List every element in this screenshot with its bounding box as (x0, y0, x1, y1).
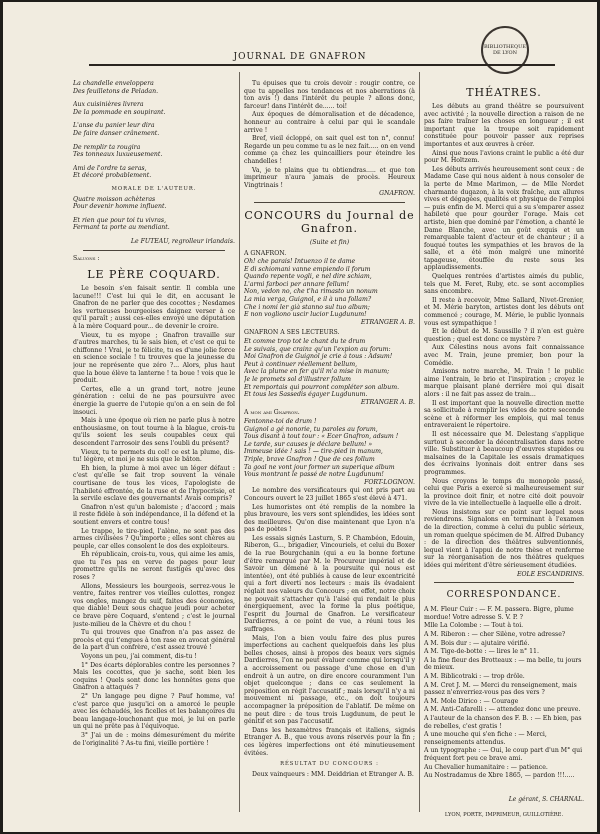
section-rule (254, 202, 405, 203)
correspondence-item: A M. Anti-Cafarelli : — attendez donc une preuve. (424, 706, 581, 714)
correspondence-item: A M. Tige-de-botte : — lires le n° 11. (424, 648, 539, 656)
poem1-signature: ETRANGER A. B. (360, 318, 415, 326)
paragraph: Va, je te plains que tu obtiendras..... et que ton imprimeur n'aura jamais de procès. Heureux Vingtrinais ! (244, 166, 415, 189)
correspondence-item: A un typographe : — Oui, le coup part d'un M° qui fréquent fort peu ce brave ami. (424, 747, 583, 762)
gerant-signature: Le gérant, S. CHARNAL. (508, 796, 584, 803)
verse-line: Et remportais qui pourront compléter son album. (244, 383, 400, 391)
verse-line: Le suivais, que crainz qu'un l'expion au forum: (244, 345, 391, 353)
verse-line: Avec la plume en fer qu'il m'a mise in manum; (244, 368, 390, 376)
correspondence-item: Au Chevalier humanitaire : — patience. (424, 763, 548, 771)
result-heading: RÉSULTAT DU CONCOURS : (280, 761, 379, 768)
verse-line: Pour devenir homme influent. (73, 203, 167, 211)
paragraph: Voyons un peu, j'ai comment, dis-tu ! (81, 653, 197, 660)
verse-line: Guignol a gé nonorie, tu paroles au forum, (244, 425, 378, 433)
newspaper-page (3, 2, 597, 832)
verse-line: De la pommade en soupirant. (73, 108, 166, 116)
paragraph: Il est nécessaire que M. Delestang s'applique surtout à seconder la décentralisation dans notre ville. Substituer à beaucoup d'œuvres stupides ou malsaines de la Capitale les essais dramatiques des écrivains lyonnais doit entrer dans ses programmes. (424, 430, 584, 476)
verse-line: La mia verga, Guignol, e il à una follam? (244, 296, 372, 304)
verse-line: Ta goal ne vont jour former un superique album (244, 463, 395, 471)
paragraph: Quelques rentrées d'artistes aimés du public, tels que M. Feret, Ruby, etc. se sont accomplies sans encombre. (424, 273, 584, 296)
contest-report (244, 487, 415, 757)
verse-line: Peut à continuer réellement bellum, (244, 360, 358, 368)
paragraph: Il est important que la nouvelle direction mette sa sollicitude à remplir les vides de notre seconde scène et à réformer les emplois, qui mal tenus entraveraient le répertoire. (424, 399, 584, 430)
section-rule (83, 250, 225, 251)
correspondence-item: Mlle La Colombe : — Tout à toi. (424, 622, 524, 630)
paragraph: Dans les hexamètres français et italiens, signés Etranger A. B., que vous avons réservés pour la fin ; ces légères imperfections ont été minutieusement évitées. (244, 726, 415, 757)
correspondence-item: A M. Mole Dirico : — Courage (424, 697, 519, 705)
poem3-heading: A mon ami Gnafron. (244, 409, 300, 417)
section-rule (434, 582, 574, 583)
paragraph: Tu qui trouves que Gnafron n'a pas assez de procès et qui t'engues à ton rase en avocat général de la part d'un confrère, c'est assez trouvé ! (73, 629, 235, 652)
paragraph: Allons, Messieurs les bourgeois, serrez-vous le ventre, faites rentrer vos vieilles culottes, rongez vos ongles, mangez du suif, faites des économies, que diable! Deux sous chaque jeudi pour acheter ce brave père Coquard, s'entend ; c'est le journal juste-milieu de la Chèvre et du chou ! (73, 582, 235, 628)
correspondence-item: Au Nostradamus de Xbre 1865, — pardon !!!..... (424, 772, 575, 780)
paragraph: Mais, l'on a bien voulu faire des plus pures imperfections au cachent quelquefois dans les plus belles choses, ainsi à propos des beaux vers signés Dardierres, l'on ne peut évaluer comme qui lorsqu'il y a accroissement ou passage d'une chose en d'un endroit à un autre, on dire encore couramment l'un objet quelconque ; dans ce cas seulement la préposition en régit l'accusatif ; mais lorsqu'il n'y a ni mouvement ni passage, etc., on doit toujours accompagner la préposition de l'ablatif. De même on ne peut dire : de tous trois Lugdunum, de peut le génitif et son pas l'accusatif. (244, 634, 415, 726)
paragraph: Les débuts arrivés heureusement sont ceux : de Madame Case qui nous aident à nous consoler de la perte de Mme Marimon, — de Mlle Nordet charmante dugazon, à la voix fraîche, aux allures vives et dégagées, qualités et physique de l'emploi — puis enfin de M. Merci qui a su s'emparer assez habileté que pour gourder l'orage. Mais cet artiste, bien que dominé par l'émotion, a chanté le Dame Blanche, avec un goût exquis et un remarquable talent d'acteur et de chanteur ; il a fouqué toutes les sympathies et les bravos de la salle, et a été mon malgré une minorité tapageuse, étouffée du reste sous les applaudissements. (424, 165, 584, 272)
verse-line: Et comme trop tot le chant du te drum (244, 338, 366, 346)
paragraph: 3° J'ai un de : moins démesurément du mérite de l'originalité ? As-tu fini, vieille portière ! (73, 731, 235, 747)
stanza (73, 122, 235, 137)
paragraph: Il reste à recevoir, Mme Sallard, Nivet-Grenier, et M. Mérie baryton, artistes dont les débuts ont commencé ; courage, M. Mérie, le public lyonnais vous est sympathique ! (424, 296, 584, 327)
paragraph: Le trappe, le tire-pied, l'alène, ne sont pas des armes civilisées ? Qu'importe ; elles sont chères au peuple, car elles consolent le dos des exploiteurs. (73, 527, 235, 550)
verse-line: De remplir ta rougira (73, 143, 141, 151)
verse-line: Je le promets sol d'illustrer follum (244, 376, 351, 383)
verse-line: Ami de l'ordre ta seras, (73, 164, 147, 172)
paragraph: Mais à une époque où rien ne parle plus à notre enthousiasme, on tout tourne à la blague, crois-tu qu'ils soient les seuls coupables ceux qui descendent l'arrosoir des sens l'oubli du présent? (73, 417, 235, 447)
verse-line: Fermant ta porte au mendiant. (73, 224, 170, 232)
poem-stanzas (73, 80, 235, 180)
poem2 (244, 338, 415, 399)
correspondence-item: A M. Biblicotraki : — trop drôle. (424, 672, 525, 680)
masthead-rule (89, 64, 555, 66)
paragraph: Aux Célestins nous avons fait connaissance avec M. Train, jeune premier, bon pour la Comédie. (424, 344, 584, 367)
verse-line: De faire danser crânement. (73, 129, 160, 137)
correspondence-item: A l'auteur de la chanson des F. B. : — Eh bien, pas de rebelles, c'est gratis ! (424, 714, 582, 730)
moral-heading: MORALE DE L'AUTEUR. (111, 185, 197, 192)
column-right (424, 80, 584, 782)
intro-signature: GNAFRON. (379, 190, 415, 198)
verse-line: Quando repente vogli, e nel dire schiam, (244, 273, 372, 281)
theatre-title: THÉATRES. (466, 86, 542, 99)
column-divider-1 (239, 72, 240, 812)
poem2-signature: ETRANGER A. B. (360, 398, 415, 406)
column-divider-2 (419, 72, 420, 812)
paragraph: Aux époques de démoralisation et de décadence, honneur au contraire à celui par qui le scandale arrive ! (244, 111, 415, 134)
correspondence-item: A M. Fleur Cuir : — F. M. passera. Bigre, plume mordue! Votre adresse S. V. P. ? (424, 606, 574, 621)
verse-line: Des feuilletons de Peladan. (73, 87, 159, 95)
paragraph: Tu épuises que tu crois devoir : rougir contre, ce que tu appelles nos tendances et nos aberrations (à ton avis !) dans l'intérêt du peuple ? allons donc, farceur! dans l'intérêt de...... toi! (244, 80, 415, 110)
paragraph: Certes, elle a un grand tort, notre jeune génération : celui de ne pas poursuivre avec énergie la guerre de l'utopie qu'on a en sein de fol insouci. (73, 385, 235, 416)
correspondence-item: A M. Riberon : — cher Silène, votre adresse? (424, 631, 566, 638)
poem-signature: Le FUTEAU, regrolleur irlandais. (130, 237, 235, 245)
verse-line: Vous montrant le passé de notre Lugdunum! (244, 471, 384, 479)
verse-line: Immeuse idée ! sais ! — tire-pied in manum, (244, 448, 383, 456)
paragraph: Vieux, tu te permets du col! ce est la plume, dis-tu! légère, et moi je ne suis que le bâton. (73, 448, 235, 464)
paragraph: Nous insistons sur ce point sur lequel nous reviendrons. Signalons en terminant à l'examen de la direction, comme à celui du public sérieux, un roman quelque spécimen de M. Alfred Dubancy : de la direction des théâtres subventionnés, lequel vient à l'appui de notre thèse et renferme sur la réorganisation de nos théâtres quelques idées qui méritent d'être sérieusement étudiées. (424, 508, 584, 570)
column-left (73, 80, 235, 748)
verse-line: Moi Gnafron de Guignol je crie à tous : Adsum! (244, 353, 393, 361)
stanza (73, 196, 235, 211)
theatre-signature: EOLE ESCANDRINS. (516, 570, 584, 578)
verse-line: Che i nomi ler già stanno sul tuo album; (244, 303, 370, 311)
correspondence-item: A une mouche qui s'en fiche : — Merci, renseignements attendus. (424, 731, 547, 746)
verse-line: L'anse du panier leur dira (73, 122, 155, 130)
article-title: LE PÈRE COQUARD. (87, 268, 221, 282)
paragraph: Les essais signés Lasturn, S. P. Chambéon, Edouin, Riberon, G..., brigadier, Vincouriels, et celui du Boxer de la rue Bourgchanin (qui a eu la bonne fortune d'être remarqué par M. le Procureur impérial et de Savoir un démené à la poursuite qui nous est intentée), ont été publiés à cause de leur excentricité qui a fort diverti nos lecteurs : mais ils évadaient réglait nos valeurs du Concours ; en effet, notre choix ne pouvait s'attacher qu'à l'aisé qui rendait le plus énergiquement, avec la forme la plus poétique, l'esprit du Journal de Gnafron. Le versificateur Dardierres, a ce point de vue, a réuni tous les suffrages. (244, 534, 415, 633)
verse-line: Et rien que pour toi tu vivras, (73, 216, 167, 224)
salute-line: Saluons : (73, 254, 100, 262)
poem2-heading: GNAFRON A SES LECTEURS. (244, 329, 340, 337)
correspondence-title: CORRESPONDANCE. (446, 590, 562, 601)
verse-line: Fentonne-toi de drum ! (244, 417, 317, 425)
paragraph: Nous croyons le temps du monopole passé, celui que Paris a exercé si malheureusement sur la province doit finir, et notre cité doit pouvoir vivre de la vie intellectuelle à laquelle elle a droit. (424, 477, 584, 508)
paragraph: Eh bien, la plume à moi avec un léger défaut : c'est qu'elle se fait trop souvent la vénale courtisane de tous les vices, l'apologiste de l'habileté effrontée, de la ruse et de l'hypocrisie, et la servile esclave des gouvernants! Avais compris? (73, 464, 235, 503)
paragraph: Le nombre des versificateurs qui ont pris part au Concours ouvert le 23 juillet 1865 s'est élevé à 471. (244, 487, 415, 502)
paragraph: Les humoristes ont été remplis de la nombre la plus bravoure, les vers sont splendides, les idées sont des meilleures. Qu'on dise maintenant que Lyon n'a pas de poètes ! (244, 503, 415, 534)
verse-line: Aux cuisinières livrera (73, 101, 144, 109)
paragraph: Vieux, tu es myope ; Gnafron travaille sur d'autres marches, tu le sais bien, et c'est ce qui te chiffonne ! Vrai, je te félicite, tu es d'une jolie force en science sociale ! tu trouves que la jeunesse du jour ne représente que zéro ?... Alors, plus haut que la boue élève ta lanterne ! ta boue ! vois que le produit. (73, 331, 235, 385)
concours-title: CONCOURS du Journal de Gnafron. (244, 208, 415, 235)
correspondence-item: A M. Cret J. M. — Merci du renseignement, mais passez n'enverriez-vous pas des vers ? (424, 681, 577, 697)
verse-line: Triple, brave Gnafron ! Que de ces follum (244, 455, 375, 463)
library-stamp: BIBLIOTHEQUE DE LYON (481, 26, 529, 74)
paragraph: Ainsi que nous l'avions craint le public a été dur pour M. Holtzem. (424, 149, 584, 165)
masthead: JOURNAL DE GNAFRON (233, 52, 367, 62)
printer-line: LYON, PORTE, IMPRIMEUR, GUILLOTIÈRE. (444, 812, 564, 818)
stanza (73, 144, 235, 159)
verse-line: E non vogliono uscir lucior Lugdunum! (244, 311, 367, 319)
column-middle (244, 80, 415, 779)
concours-subtitle: (Suite et fin) (309, 238, 350, 246)
poem1 (244, 258, 415, 319)
verse-line: Tes tonneaux luxueusement. (73, 151, 163, 159)
stanza (73, 217, 235, 232)
paragraph: Et le début de M. Saussille ? il n'en est guère question ; quel est donc ce mystère ? (424, 328, 584, 343)
paragraph: 1° Des écarts déplorables contre les personnes ? Mais les cocottes, que je sache, sont bien les coquins ! Quels sont donc les honnêtes gens que Gnafron a attaqués ? (73, 661, 235, 692)
paragraph: Les débuts au grand théâtre se poursuivent avec activité ; la nouvelle direction a raison de ne pas faire traîner les choses en longueur ; il est important que la troupe soit rapidement constituée pour pouvoir passer aux reprises importantes et aux œuvres à créer. (424, 103, 584, 148)
poem3 (244, 418, 415, 479)
verse-line: Et tous les Sassedis égayer Lugdunum. (244, 391, 368, 399)
stanza (73, 101, 235, 116)
paragraph: Gnafron n'est qu'un balomiste ; d'accord ; mais il reste fidèle à son indépendance, il la défend et la soutient envers et contre tous! (73, 503, 235, 526)
result-text: Deux vainqueurs : MM. Deiddrian et Etranger A. B. (252, 770, 414, 778)
intro-body (244, 80, 415, 189)
moral-stanzas (73, 196, 235, 232)
stanza (73, 80, 235, 95)
correspondence-list (424, 606, 584, 779)
stanza (73, 165, 235, 180)
paragraph: Le besoin s'en faisait sentir. Il combla une lacune!!! C'est lui qui le dit, en accusant le Gnafron de ne parler que des cocottes ; Nesdames les vertueuses bourgeoises daignez verser à ce qu'il paraît ; aussi ces-elles envoyé une députation à la mère Coquard pour... de devenir le croire. (73, 285, 235, 331)
verse-line: Quatre moisson achèteras (73, 195, 156, 203)
verse-line: Oh! che parais! Intuenzo il te dame (244, 258, 356, 266)
paragraph: Eh républicain, crois-tu, vous, qui aime les amis, que tu l'es pas en verve de pages pour leur promettre qu'ils ne seront fustigés qu'avec des roses ? (73, 551, 235, 582)
verse-line: Et décoré probablement. (73, 172, 152, 180)
verse-line: L'armi farboci per annare fellum! (244, 280, 350, 288)
verse-line: Non, vedon no, che t'ha rimasto un nonum (244, 288, 378, 296)
poem1-heading: A GNAFRON. (244, 249, 287, 257)
theatre-body (424, 103, 584, 570)
paragraph: Amisons notre marche, M. Train ! le public aime l'entrain, le brio et l'inspiration ; croyez le marque plaisant plané derrière moi qui disait alors : il ne fait pas assez de train... (424, 368, 584, 398)
verse-line: Tous disant à tout tour : « Ecer Gnafron, adsum ! (244, 433, 399, 441)
paragraph: 2° Un langage peu digne ? Pauf homme, va! c'est parce que jusqu'ici on a amorcé le peuple avec les échaudés, les ficelles et les balançoires du beau langage-louchonant que moi, je lui en parle un qui ne prête pas à l'équivoque. (73, 692, 235, 731)
poem3-signature: FORT-LOGNON. (364, 478, 415, 486)
correspondence-item: A la fine fleur des Brotteaux : — ma belle, tu jours de mieux. (424, 656, 582, 672)
verse-line: La chandelle enveloppera (73, 80, 154, 87)
article-body (73, 285, 235, 747)
paragraph: Bref, vieil écloppé, on sait quel est ton n°, connu! Regarde un peu comme tu as le nez fait..... on en vend comme ça chez les quincailliers pour éteindre les chandelles ! (244, 135, 415, 165)
verse-line: Le tarde, sur causes je déclare bellum! » (244, 440, 373, 448)
verse-line: E di schiomani vanne empiendo il forum (244, 265, 371, 273)
correspondence-item: A M. Bois dur : — ajutaire vérifié. (424, 639, 530, 647)
